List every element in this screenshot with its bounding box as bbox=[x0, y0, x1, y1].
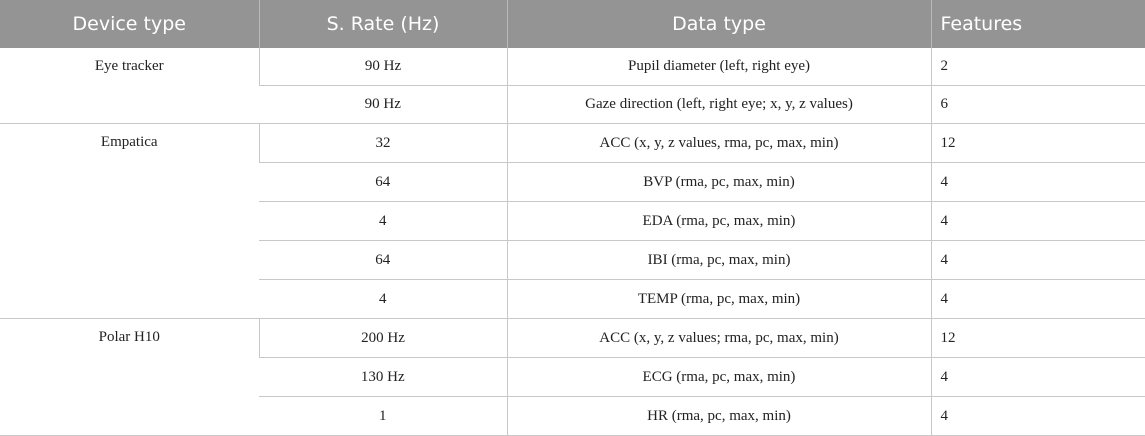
data-type-cell: IBI (rma, pc, max, min) bbox=[507, 241, 931, 280]
table-body bbox=[0, 48, 1145, 436]
data-type-cell: ECG (rma, pc, max, min) bbox=[507, 358, 931, 397]
features-cell: 12 bbox=[931, 124, 1145, 163]
features-cell: 12 bbox=[931, 319, 1145, 358]
data-type-cell: BVP (rma, pc, max, min) bbox=[507, 163, 931, 202]
device-cell-empatica: Empatica bbox=[0, 124, 259, 319]
rate-cell: 200 Hz bbox=[259, 319, 507, 358]
features-cell: 4 bbox=[931, 163, 1145, 202]
features-cell: 4 bbox=[931, 397, 1145, 436]
data-type-cell: Pupil diameter (left, right eye) bbox=[507, 48, 931, 86]
rate-cell: 64 bbox=[259, 241, 507, 280]
table-row bbox=[0, 124, 1145, 163]
header-row bbox=[0, 0, 1145, 48]
features-cell: 4 bbox=[931, 202, 1145, 241]
data-type-cell: ACC (x, y, z values; rma, pc, max, min) bbox=[507, 319, 931, 358]
header-features: Features bbox=[931, 0, 1145, 48]
data-type-cell: HR (rma, pc, max, min) bbox=[507, 397, 931, 436]
features-cell: 6 bbox=[931, 86, 1145, 124]
rate-cell: 4 bbox=[259, 280, 507, 319]
features-cell: 4 bbox=[931, 280, 1145, 319]
features-cell: 4 bbox=[931, 241, 1145, 280]
data-type-cell: TEMP (rma, pc, max, min) bbox=[507, 280, 931, 319]
device-cell-eye-tracker: Eye tracker bbox=[0, 48, 259, 124]
rate-cell: 4 bbox=[259, 202, 507, 241]
table-header bbox=[0, 0, 1145, 48]
header-data-type: Data type bbox=[507, 0, 931, 48]
data-type-cell: ACC (x, y, z values, rma, pc, max, min) bbox=[507, 124, 931, 163]
rate-cell: 32 bbox=[259, 124, 507, 163]
device-cell-polar-h10: Polar H10 bbox=[0, 319, 259, 436]
rate-cell: 1 bbox=[259, 397, 507, 436]
data-type-cell: EDA (rma, pc, max, min) bbox=[507, 202, 931, 241]
rate-cell: 130 Hz bbox=[259, 358, 507, 397]
features-cell: 2 bbox=[931, 48, 1145, 86]
rate-cell: 64 bbox=[259, 163, 507, 202]
rate-cell: 90 Hz bbox=[259, 86, 507, 124]
rate-cell: 90 Hz bbox=[259, 48, 507, 86]
header-device-type: Device type bbox=[0, 0, 259, 48]
table-row bbox=[0, 48, 1145, 86]
data-type-cell: Gaze direction (left, right eye; x, y, z values) bbox=[507, 86, 931, 124]
header-sample-rate: S. Rate (Hz) bbox=[259, 0, 507, 48]
features-cell: 4 bbox=[931, 358, 1145, 397]
table-row bbox=[0, 319, 1145, 358]
